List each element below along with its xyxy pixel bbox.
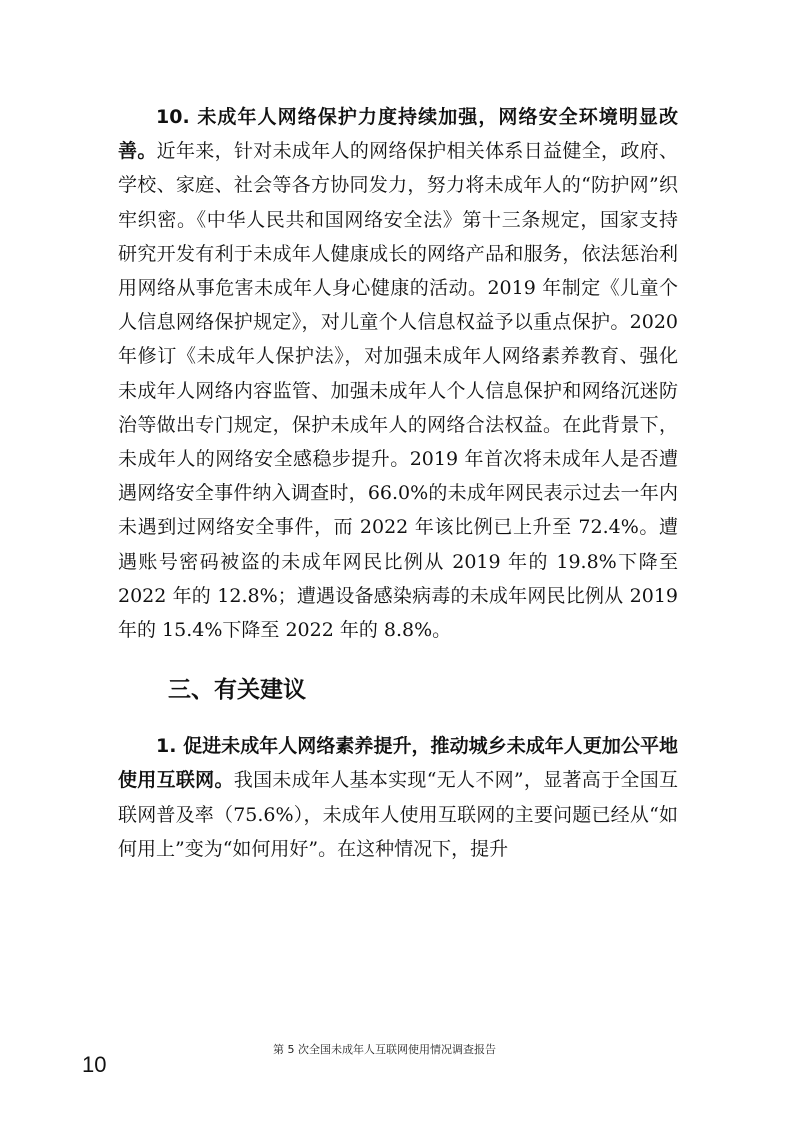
main-content <box>118 100 678 866</box>
section-heading: 三、有关建议 <box>168 677 306 704</box>
paragraph-lead: 1. 促进未成年人网络素养提升，推动城乡未成年人更加公平地使用互联网。 <box>118 735 678 792</box>
footer-report-title: 第 5 次全国未成年人互联网使用情况调查报告 <box>273 1043 496 1056</box>
paragraph-body: 近年来，针对未成年人的网络保护相关体系日益健全，政府、学校、家庭、社会等各方协同发力，努力将未成年人的“防护网”织牢织密。《中华人民共和国网络安全法》第十三条规定，国家支持研究开发有利于未成年人健康成长的网络产品和服务，依法惩治利用网络从事危害未成年人身心健康的活动。2019 年制定《儿童个人信息网络保护规定》，对儿童个人信息权益予以重点保护。2020 年修订《未成年人保护法》，对加强未成年人网络素养教育、强化未成年人网络内容监管、加强未成年人个人信息保护和网络沉迷防治等做出专门规定，保护未成年人的网络合法权益。在此背景下，未成年人的网络安全感稳步提升。2019 年首次将未成年人是否遭遇网络安全事件纳入调查时，66.0%的未成年网民表示过去一年内未遇到过网络安全事件，而 2022 年该比例已上升至 72.4%。遭遇账号密码被盗的未成年网民比例从 2019 年的 19.8%下降至 2022 年的 12.8%；遭遇设备感染病毒的未成年网民比例从 2019 年的 15.4%下降至 2022 年的 8.8%。 <box>118 140 678 642</box>
paragraph-network-protection <box>118 100 678 647</box>
paragraph-literacy <box>118 729 678 866</box>
paragraph-lead: 10. 未成年人网络保护力度持续加强，网络安全环境明显改善。 <box>118 106 678 163</box>
paragraph-body: 我国未成年人基本实现“无人不网”，显著高于全国互联网普及率（75.6%），未成年人使用互联网的主要问题已经从“如何用上”变为“如何用好”。在这种情况下，提升 <box>118 769 678 860</box>
page-number: 10 <box>82 1052 107 1077</box>
